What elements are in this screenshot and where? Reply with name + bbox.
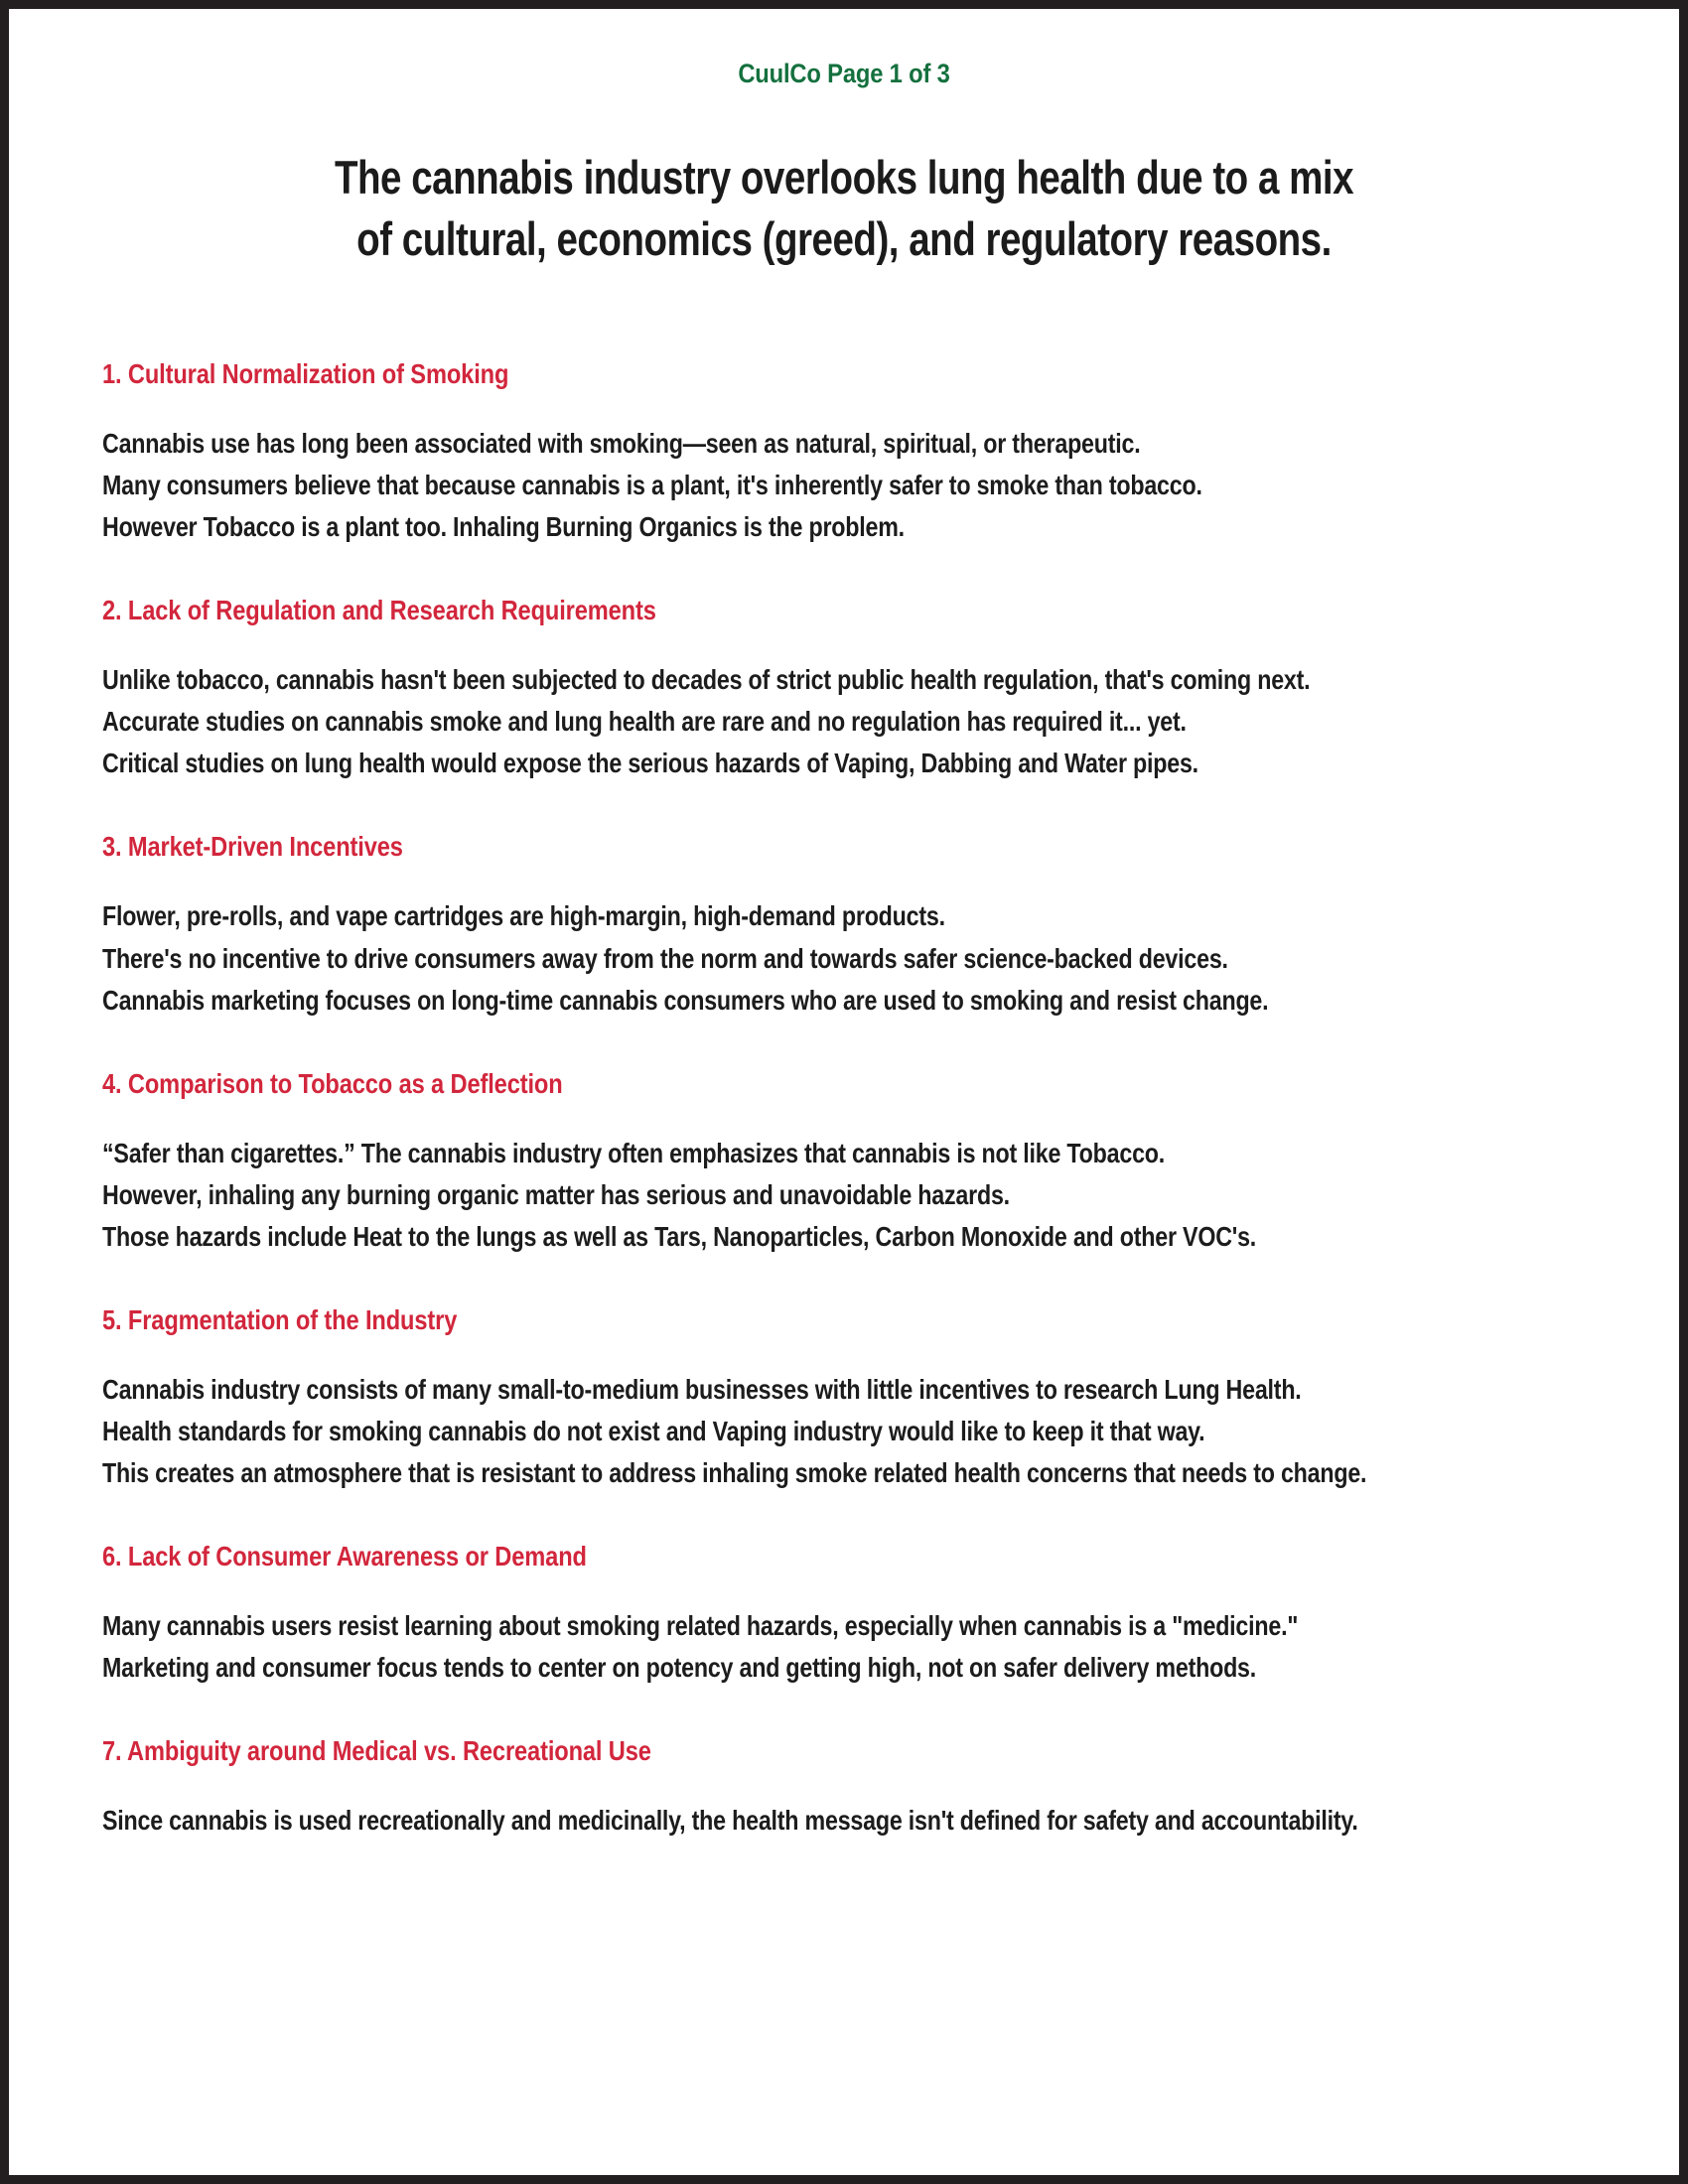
page-title-line-1: The cannabis industry overlooks lung health due to a mix [334, 151, 1354, 204]
section-body-line: Health standards for smoking cannabis do not exist and Vaping industry would like to keep it that way. [102, 1415, 1205, 1446]
section-body [102, 1605, 1608, 1689]
section-body-line: Unlike tobacco, cannabis hasn't been subjected to decades of strict public health regulation, that's coming next. [102, 664, 1311, 696]
section-body-line: Accurate studies on cannabis smoke and lung health are rare and no regulation has required it... yet. [102, 706, 1187, 738]
section [102, 830, 1608, 1021]
section-body [102, 1133, 1608, 1258]
section-body-line: Critical studies on lung health would expose the serious hazards of Vaping, Dabbing and Water pipes. [102, 748, 1198, 779]
page-sheet [9, 9, 1679, 2175]
section-body [102, 895, 1608, 1021]
page-title [217, 147, 1470, 270]
section-heading: 6. Lack of Consumer Awareness or Demand [102, 1541, 587, 1571]
section-body-line: However, inhaling any burning organic matter has serious and unavoidable hazards. [102, 1178, 1010, 1210]
section [102, 1540, 1608, 1689]
section [102, 1067, 1608, 1258]
section-body-line: However Tobacco is a plant too. Inhaling Burning Organics is the problem. [102, 511, 905, 543]
section-body-line: Cannabis industry consists of many small-to-medium businesses with little incentives to research Lung Health. [102, 1373, 1302, 1405]
section-body-line: Many cannabis users resist learning about smoking related hazards, especially when cannabis is a "medicine." [102, 1610, 1299, 1641]
section-body-line: Since cannabis is used recreationally and medicinally, the health message isn't defined for safety and accountability. [102, 1805, 1358, 1837]
section-body-line: Flower, pre-rolls, and vape cartridges are high-margin, high-demand products. [102, 900, 945, 932]
section [102, 1734, 1608, 1842]
section [102, 357, 1608, 548]
section-body-line: “Safer than cigarettes.” The cannabis industry often emphasizes that cannabis is not like Tobacco. [102, 1137, 1166, 1168]
section-heading: 1. Cultural Normalization of Smoking [102, 358, 509, 390]
section-heading: 4. Comparison to Tobacco as a Deflection [102, 1067, 563, 1099]
page-title-line-2: of cultural, economics (greed), and regulatory reasons. [356, 212, 1332, 266]
section-body-line: There's no incentive to drive consumers away from the norm and towards safer science-backed devices. [102, 942, 1228, 974]
section-body-line: Marketing and consumer focus tends to center on potency and getting high, not on safer delivery methods. [102, 1652, 1257, 1684]
section-body-line: Those hazards include Heat to the lungs as well as Tars, Nanoparticles, Carbon Monoxide and other VOC's. [102, 1220, 1257, 1252]
section [102, 594, 1608, 784]
section-heading: 3. Market-Driven Incentives [102, 831, 403, 863]
section-body-line: Cannabis use has long been associated with smoking—seen as natural, spiritual, or therapeutic. [102, 428, 1141, 460]
section-heading: 5. Fragmentation of the Industry [102, 1303, 458, 1335]
section-body-line: Many consumers believe that because cannabis is a plant, it's inherently safer to smoke than tobacco. [102, 470, 1202, 501]
section-list [80, 357, 1608, 1842]
section [102, 1303, 1608, 1494]
section-body-line: This creates an atmosphere that is resistant to address inhaling smoke related health concerns that needs to change. [102, 1456, 1367, 1488]
section-body [102, 1800, 1608, 1842]
section-body [102, 659, 1608, 784]
page-header: CuulCo Page 1 of 3 [738, 59, 950, 88]
section-body [102, 1369, 1608, 1494]
section-heading: 2. Lack of Regulation and Research Requirements [102, 595, 656, 626]
section-body [102, 423, 1608, 548]
section-heading: 7. Ambiguity around Medical vs. Recreational Use [102, 1735, 651, 1767]
section-body-line: Cannabis marketing focuses on long-time cannabis consumers who are used to smoking and resist change. [102, 984, 1269, 1016]
